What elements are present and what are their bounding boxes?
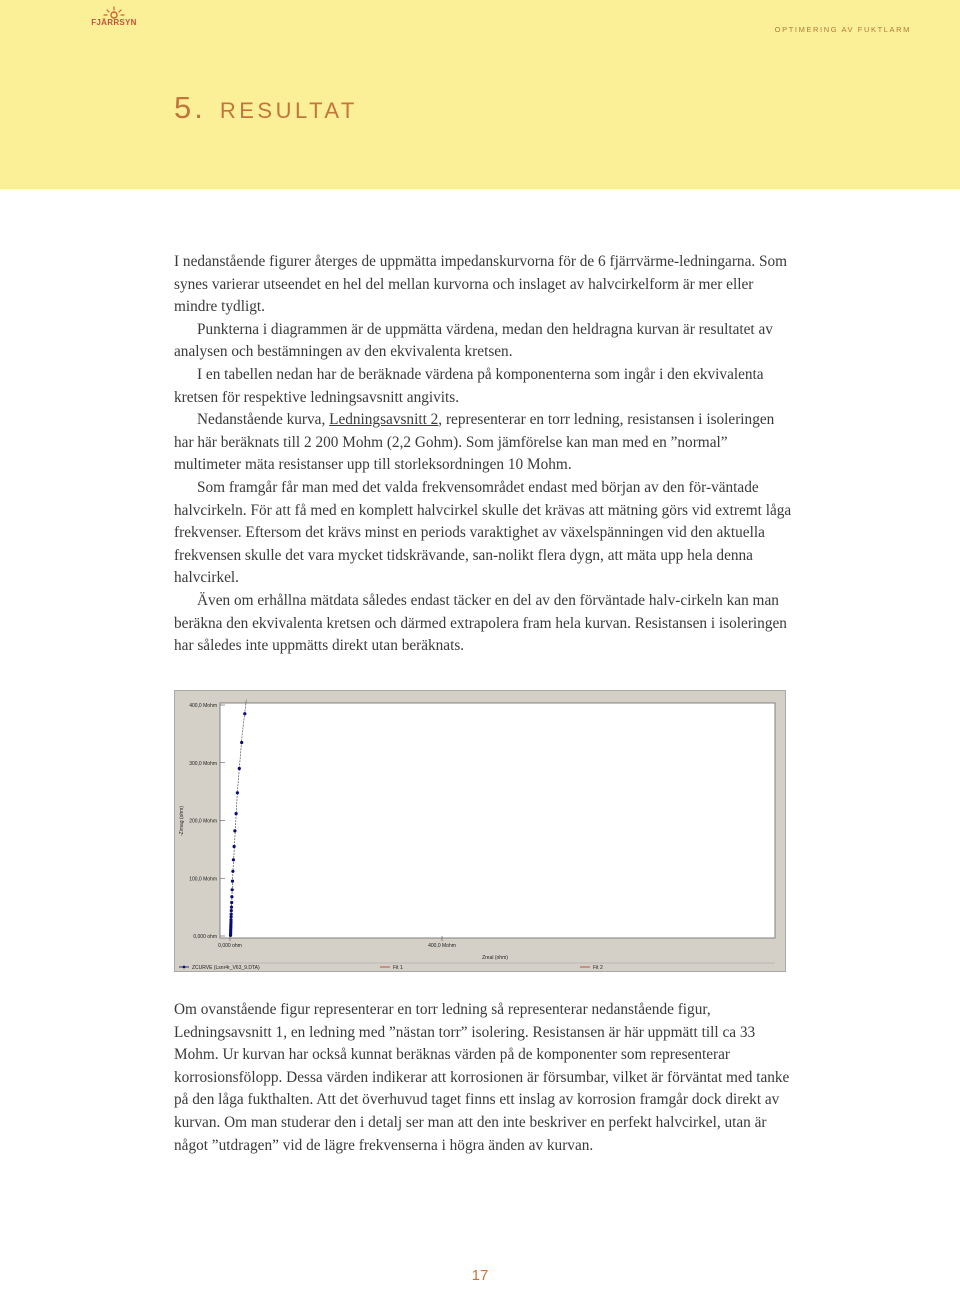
data-point: [232, 858, 235, 861]
paragraph-1: I nedanstående figurer återges de uppmätta impedanskurvorna för de 6 fjärrvärme-ledningarna. Som synes varierar utseendet en hel del mellan kurvorna och inslaget av halvcirkelform är mer eller mindre tydligt.: [174, 253, 788, 316]
running-head: OPTIMERING AV FUKTLARM: [774, 25, 911, 34]
x-tick-label: 0,000 ohm: [218, 943, 242, 949]
legend-label: Fit 1: [393, 965, 403, 971]
chapter-title: [174, 90, 358, 126]
data-point: [235, 812, 238, 815]
impedance-chart-figure: [174, 690, 786, 972]
data-point: [230, 913, 233, 916]
paragraph-4-lead: Nedanstående kurva,: [197, 411, 330, 429]
y-tick-label: 400,0 Mohm: [189, 703, 217, 709]
data-point: [230, 906, 233, 909]
data-point: [231, 880, 234, 883]
y-tick-label: 300,0 Mohm: [189, 760, 217, 767]
data-point: [233, 829, 236, 832]
data-point: [229, 918, 232, 921]
data-point: [230, 901, 233, 904]
ledningsavsnitt-2-reference: Ledningsavsnitt 2: [329, 411, 439, 429]
impedance-chart: [175, 691, 785, 971]
y-tick-label: 0,000 ohm: [193, 934, 217, 940]
fjarrsyn-logo: [88, 6, 140, 30]
data-point: [233, 845, 236, 848]
plot-area: [220, 703, 775, 938]
data-point: [230, 895, 233, 898]
x-tick-label: 400,0 Mohm: [428, 943, 456, 949]
data-point: [231, 888, 234, 891]
legend-label: Fit 2: [593, 965, 603, 971]
data-point: [230, 915, 233, 918]
chapter-title-text: resultat: [219, 90, 358, 125]
page-number: 17: [471, 1267, 489, 1284]
paragraph-3: I en tabellen nedan har de beräknade värdena på komponenterna som ingår i den ekvivalenta kretsen för respektive ledningsavsnitt angivits.: [174, 365, 764, 406]
paragraph-4: [174, 409, 796, 477]
data-point: [243, 712, 246, 715]
logo-text: FJÄRRSYN: [91, 18, 137, 27]
x-axis-label: Zreal (ohm): [482, 955, 508, 961]
legend-marker: [183, 966, 186, 969]
paragraph-7: Om ovanstående figur representerar en torr ledning så representerar nedanstående figur, Ledningsavsnitt 1, en ledning med ”nästan torr” isolering. Resistansen är här uppmätt till ca 33 Mohm. Ur kurvan har också kunnat beräknas värden på de komponenter som representerar korrosionsfölopp. Dessa värden indikerar att korrosionen är försumbar, vilket är förväntat med tanke på den låga fukthalten. Att det överhuvud taget finns ett inslag av korrosion framgår dock direkt av kurvan. Om man studerar den i detalj ser man att den inte beskriver en perfekt halvcirkel, utan är något ”utdragen” vid de lägre frekvenserna i högra änden av kurvan.: [174, 1001, 790, 1154]
y-axis-label: -Zimag (ohm): [179, 805, 185, 837]
paragraph-4-rest: , representerar en torr ledning, resistansen i isoleringen har här beräknats till 2 200 Mohm (2,2 Gohm). Som jämförelse kan man med en ”normal” multimeter mäta resistanser upp till storleksordningen 10 Mohm.: [174, 411, 775, 474]
paragraph-2: Punkterna i diagrammen är de uppmätta värdena, medan den heldragna kurvan är resultatet av analysen och bestämningen av den ekvivalenta kretsen.: [174, 320, 773, 361]
paragraph-5: Som framgår får man med det valda frekvensområdet endast med början av den för-väntade halvcirkeln. För att få med en komplett halvcirkel skulle det krävas att mätning görs vid extremt låga frekvenser. Eftersom det krävs minst en periods varaktighet av växelspänningen vid den aktuella frekvensen skulle det vara mycket tidskrävande, san-nolikt flera dygn, att mäta upp hela denna halvcirkel.: [174, 478, 792, 587]
data-point: [236, 791, 239, 794]
legend-label: ZCURVE (Lsnr4r_V63_9.DTA): [192, 965, 260, 971]
body-text-upper: [174, 251, 796, 658]
data-point: [230, 909, 233, 912]
body-text-lower: [174, 999, 796, 1157]
data-point: [238, 767, 241, 770]
y-tick-label: 200,0 Mohm: [189, 818, 217, 825]
chapter-number: 5.: [174, 90, 206, 125]
data-point: [240, 741, 243, 744]
paragraph-6: Även om erhållna mätdata således endast täcker en del av den förväntade halv-cirkeln kan man beräkna den ekvivalenta kretsen och därmed extrapolera fram hela kurvan. Resistansen i isoleringen har således inte uppmätts direkt utan beräknats.: [174, 591, 787, 655]
y-tick-label: 100,0 Mohm: [189, 876, 217, 883]
data-point: [231, 870, 234, 873]
